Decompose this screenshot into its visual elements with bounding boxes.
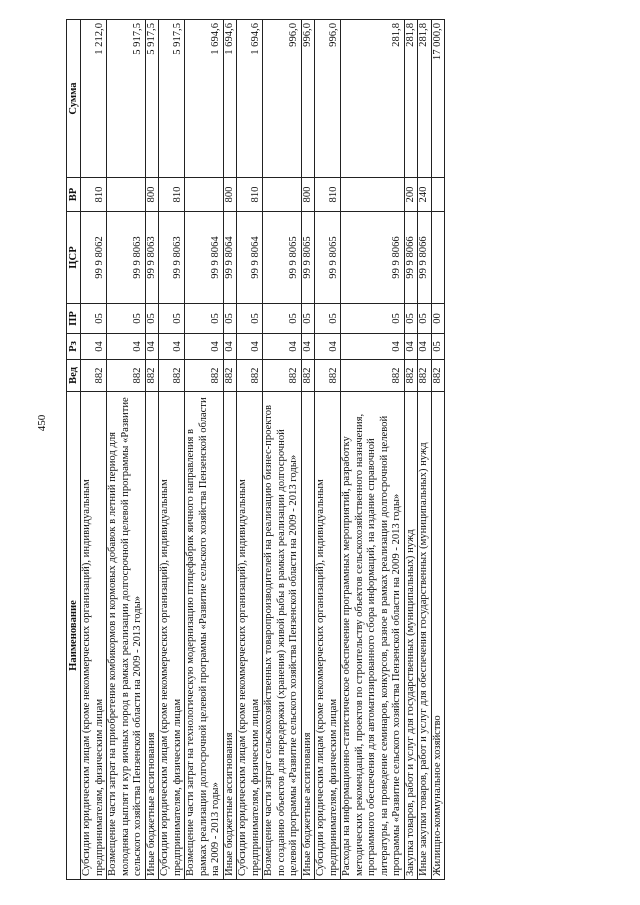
cell-ved: 882: [301, 360, 315, 392]
cell-pr: 05: [418, 304, 432, 334]
cell-pr: 05: [315, 304, 341, 334]
cell-csr: 99 9 8064: [237, 212, 263, 304]
cell-vr: 800: [301, 178, 315, 212]
cell-rz: 04: [341, 334, 405, 360]
cell-sum: 1 694,6: [237, 20, 263, 178]
cell-rz: 04: [301, 334, 315, 360]
cell-name: Жилищно-коммунальное хозяйство: [431, 392, 445, 880]
cell-ved: 882: [418, 360, 432, 392]
cell-ved: 882: [159, 360, 185, 392]
cell-csr: 99 9 8063: [107, 212, 146, 304]
cell-pr: 05: [145, 304, 159, 334]
cell-vr: 810: [237, 178, 263, 212]
cell-csr: 99 9 8065: [301, 212, 315, 304]
cell-name: Иные бюджетные ассигнования: [301, 392, 315, 880]
cell-sum: 17 000,0: [431, 20, 445, 178]
cell-rz: 04: [81, 334, 107, 360]
cell-sum: 5 917,5: [145, 20, 159, 178]
cell-rz: 04: [223, 334, 237, 360]
cell-vr: 200: [404, 178, 418, 212]
cell-sum: 996,0: [315, 20, 341, 178]
cell-rz: 04: [185, 334, 224, 360]
cell-vr: [263, 178, 302, 212]
cell-ved: 882: [237, 360, 263, 392]
cell-ved: 882: [341, 360, 405, 392]
cell-ved: 882: [431, 360, 445, 392]
cell-name: Возмещение части затрат на технологическую модернизацию птицефабрик яичного направления в рамках реализации долгосрочной целевой программы «Развитие сельского хозяйства Пензенской области на 2009 - 2013 годы»: [185, 392, 224, 880]
cell-sum: 996,0: [263, 20, 302, 178]
table-row: [159, 20, 185, 880]
cell-ved: 882: [81, 360, 107, 392]
cell-pr: 05: [404, 304, 418, 334]
cell-name: Иные закупки товаров, работ и услуг для обеспечения государственных (муниципальных) нужд: [418, 392, 432, 880]
cell-pr: 05: [301, 304, 315, 334]
budget-table: [66, 19, 445, 880]
header-sum: Сумма: [67, 20, 81, 178]
cell-rz: 04: [145, 334, 159, 360]
cell-sum: 281,8: [341, 20, 405, 178]
table-row: [315, 20, 341, 880]
header-name: Наименование: [67, 392, 81, 880]
cell-pr: 05: [81, 304, 107, 334]
cell-pr: 05: [107, 304, 146, 334]
cell-csr: 99 9 8062: [81, 212, 107, 304]
cell-ved: 882: [145, 360, 159, 392]
cell-rz: 04: [418, 334, 432, 360]
table-row: [145, 20, 159, 880]
cell-rz: 05: [431, 334, 445, 360]
cell-name: Субсидии юридическим лицам (кроме некоммерческих организаций), индивидуальным предпринимателям, физическим лицам: [159, 392, 185, 880]
cell-csr: 99 9 8063: [145, 212, 159, 304]
cell-vr: 810: [81, 178, 107, 212]
cell-csr: 99 9 8064: [185, 212, 224, 304]
table-row: [107, 20, 146, 880]
cell-ved: 882: [223, 360, 237, 392]
table-row: [185, 20, 224, 880]
cell-pr: 05: [159, 304, 185, 334]
cell-ved: 882: [263, 360, 302, 392]
cell-rz: 04: [404, 334, 418, 360]
cell-vr: [185, 178, 224, 212]
table-row: [223, 20, 237, 880]
table-row: [237, 20, 263, 880]
table-row: [301, 20, 315, 880]
cell-vr: [107, 178, 146, 212]
cell-vr: 810: [159, 178, 185, 212]
header-rz: Рз: [67, 334, 81, 360]
header-vr: ВР: [67, 178, 81, 212]
cell-pr: 05: [237, 304, 263, 334]
page-number: 450: [36, 414, 48, 432]
cell-vr: 810: [315, 178, 341, 212]
cell-name: Возмещение части затрат на приобретение комбикормов и кормовых добавок в летний период для молодняка цыплят и кур яичных пород в рамках реализации долгосрочной целевой программы «Развитие сельского хозяйства Пензенской области на 2009 - 2013 годы»: [107, 392, 146, 880]
cell-csr: 99 9 8066: [404, 212, 418, 304]
cell-rz: 04: [263, 334, 302, 360]
table-row: [431, 20, 445, 880]
table-row: [404, 20, 418, 880]
cell-sum: 996,0: [301, 20, 315, 178]
cell-name: Возмещение части затрат сельскохозяйственных товаропроизводителей на реализацию бизнес-проектов по созданию объектов для передержки (хранения) живой рыбы в рамках реализации долгосрочной целевой программы «Развитие сельского хозяйства Пензенской области на 2009 - 2013 годы»: [263, 392, 302, 880]
cell-name: Расходы на информационно-статистическое обеспечение программных мероприятий, разработку методических рекомендаций, проектов по строительству объектов сельскохозяйственного назначения, программного обеспечения для автоматизированного сбора информаций, на издание справочной литературы, на проведение семинаров, конкурсов, разное в рамках реализации долгосрочной целевой программы «Развитие сельского хозяйства Пензенской области на 2009 - 2013 годы»: [341, 392, 405, 880]
cell-name: Субсидии юридическим лицам (кроме некоммерческих организаций), индивидуальным предпринимателям, физическим лицам: [237, 392, 263, 880]
cell-csr: [431, 212, 445, 304]
cell-pr: 05: [263, 304, 302, 334]
cell-sum: 1 694,6: [223, 20, 237, 178]
cell-ved: 882: [185, 360, 224, 392]
cell-vr: 240: [418, 178, 432, 212]
cell-name: Иные бюджетные ассигнования: [145, 392, 159, 880]
cell-pr: 05: [185, 304, 224, 334]
cell-name: Субсидии юридическим лицам (кроме некоммерческих организаций), индивидуальным предпринимателям, физическим лицам: [81, 392, 107, 880]
cell-name: Закупка товаров, работ и услуг для государственных (муниципальных) нужд: [404, 392, 418, 880]
header-pr: ПР: [67, 304, 81, 334]
cell-ved: 882: [404, 360, 418, 392]
cell-csr: 99 9 8065: [263, 212, 302, 304]
cell-csr: 99 9 8066: [418, 212, 432, 304]
cell-vr: [431, 178, 445, 212]
cell-ved: 882: [107, 360, 146, 392]
cell-csr: 99 9 8063: [159, 212, 185, 304]
cell-sum: 5 917,5: [159, 20, 185, 178]
table-row: [418, 20, 432, 880]
table-row: [263, 20, 302, 880]
cell-rz: 04: [159, 334, 185, 360]
cell-name: Субсидии юридическим лицам (кроме некоммерческих организаций), индивидуальным предпринимателям, физическим лицам: [315, 392, 341, 880]
cell-rz: 04: [107, 334, 146, 360]
cell-pr: 05: [341, 304, 405, 334]
table-header-row: [67, 20, 81, 880]
cell-sum: 1 212,0: [81, 20, 107, 178]
budget-table-wrapper: [66, 20, 564, 880]
cell-vr: 800: [223, 178, 237, 212]
cell-ved: 882: [315, 360, 341, 392]
cell-rz: 04: [315, 334, 341, 360]
cell-vr: [341, 178, 405, 212]
cell-name: Иные бюджетные ассигнования: [223, 392, 237, 880]
cell-csr: 99 9 8066: [341, 212, 405, 304]
cell-sum: 281,8: [418, 20, 432, 178]
table-row: [81, 20, 107, 880]
cell-sum: 1 694,6: [185, 20, 224, 178]
table-row: [341, 20, 405, 880]
cell-pr: 00: [431, 304, 445, 334]
cell-csr: 99 9 8065: [315, 212, 341, 304]
cell-sum: 281,8: [404, 20, 418, 178]
cell-vr: 800: [145, 178, 159, 212]
header-ved: Вед: [67, 360, 81, 392]
cell-rz: 04: [237, 334, 263, 360]
cell-pr: 05: [223, 304, 237, 334]
cell-csr: 99 9 8064: [223, 212, 237, 304]
cell-sum: 5 917,5: [107, 20, 146, 178]
header-csr: ЦСР: [67, 212, 81, 304]
